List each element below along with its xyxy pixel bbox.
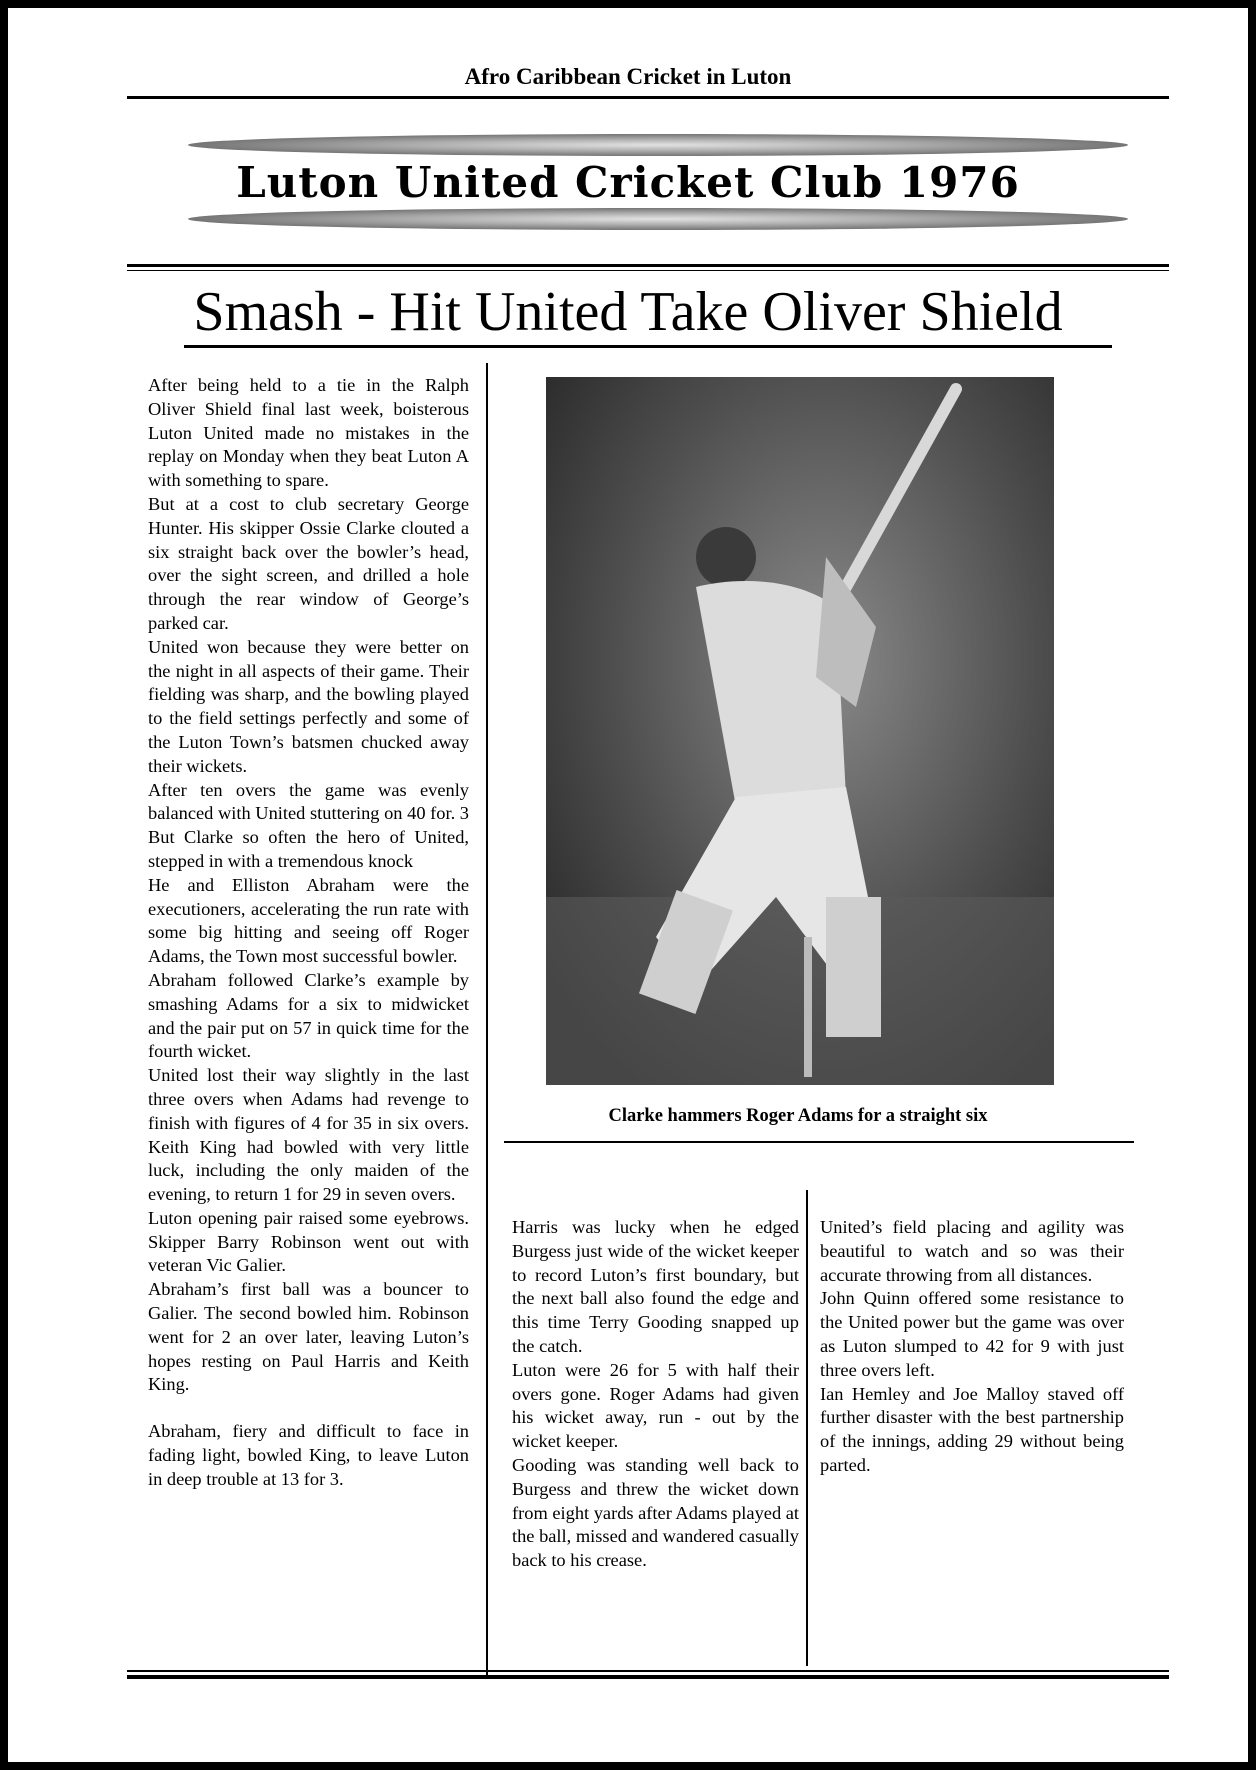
- newspaper-page: [8, 8, 1248, 1762]
- club-title: Luton United Cricket Club 1976: [236, 158, 1020, 207]
- paragraph: Ian Hemley and Joe Malloy staved off further disaster with the best partnership of the innings, adding 29 without being parted.: [820, 1383, 1124, 1475]
- paragraph: Abraham, fiery and difficult to face in fading light, bowled King, to leave Luton in deep trouble at 13 for 3.: [148, 1421, 469, 1489]
- column-divider-left: [486, 363, 488, 1677]
- paragraph: Luton were 26 for 5 with half their overs gone. Roger Adams had given his wicket away, run - out by the wicket keeper.: [512, 1359, 799, 1452]
- headline-rule-top: [127, 264, 1169, 267]
- page-header-title: Afro Caribbean Cricket in Luton: [464, 64, 792, 89]
- column-left: [148, 374, 469, 1492]
- paragraph: Abraham’s first ball was a bouncer to Galier. The second bowled him. Robinson went for 2 an over later, leaving Luton’s hopes resting on Paul Harris and Keith King.: [148, 1279, 469, 1395]
- paragraph: United lost their way slightly in the last three overs when Adams had revenge to finish with figures of 4 for 35 in six overs. Keith King had bowled with very little luck, including the only maiden of the evening, to return 1 for 29 in seven overs.: [148, 1065, 469, 1205]
- headline: Smash - Hit United Take Oliver Shield: [193, 281, 1063, 343]
- batsman-photo: [546, 377, 1054, 1085]
- caption-divider: [504, 1141, 1134, 1143]
- column-right: [820, 1216, 1124, 1478]
- footer-rule-thick: [127, 1675, 1169, 1679]
- banner-bottom-bar: [188, 208, 1128, 230]
- headline-underline: [184, 345, 1112, 348]
- column-middle: [512, 1216, 799, 1573]
- photo-caption: Clarke hammers Roger Adams for a straight six: [608, 1106, 988, 1126]
- paragraph: John Quinn offered some resistance to the United power but the game was over as Luton slumped to 42 for 9 with just three overs left.: [820, 1288, 1124, 1380]
- column-divider-right: [806, 1190, 808, 1666]
- paragraph: After ten overs the game was evenly balanced with United stuttering on 40 for. 3 But Clarke so often the hero of United, stepped in with a tremendous knock: [148, 779, 469, 871]
- paragraph: But at a cost to club secretary George Hunter. His skipper Ossie Clarke clouted a six straight back over the bowler’s head, over the sight screen, and drilled a hole through the rear window of George’s parked car.: [148, 493, 469, 633]
- header-rule: [127, 96, 1169, 99]
- banner-top-bar: [188, 134, 1128, 156]
- paragraph: After being held to a tie in the Ralph Oliver Shield final last week, boisterous Luton United made no mistakes in the replay on Monday when they beat Luton A with something to spare.: [148, 375, 469, 491]
- paragraph: United won because they were better on the night in all aspects of their game. Their fielding was sharp, and the bowling played to the field settings perfectly and some of the Luton Town’s batsmen chucked away their wickets.: [148, 636, 469, 776]
- batsman-photo-image: [546, 377, 1054, 1085]
- paragraph: Gooding was standing well back to Burgess and threw the wicket down from eight yards after Adams played at the ball, missed and wandered casually back to his crease.: [512, 1454, 800, 1571]
- headline-rule-top-thin: [127, 270, 1169, 271]
- paragraph: He and Elliston Abraham were the executioners, accelerating the run rate with some big hitting and seeing off Roger Adams, the Town most successful bowler.: [148, 874, 469, 967]
- paragraph: Abraham followed Clarke’s example by smashing Adams for a six to midwicket and the pair put on 57 in quick time for the fourth wicket.: [148, 969, 469, 1062]
- paragraph: Luton opening pair raised some eyebrows. Skipper Barry Robinson went out with veteran Vic Galier.: [148, 1207, 469, 1276]
- paragraph: Harris was lucky when he edged Burgess just wide of the wicket keeper to record Luton’s first boundary, but the next ball also found the edge and this time Terry Gooding snapped up the catch.: [512, 1217, 799, 1356]
- paragraph: United’s field placing and agility was beautiful to watch and so was their accurate throwing from all distances.: [820, 1217, 1124, 1285]
- footer-rule: [127, 1670, 1169, 1672]
